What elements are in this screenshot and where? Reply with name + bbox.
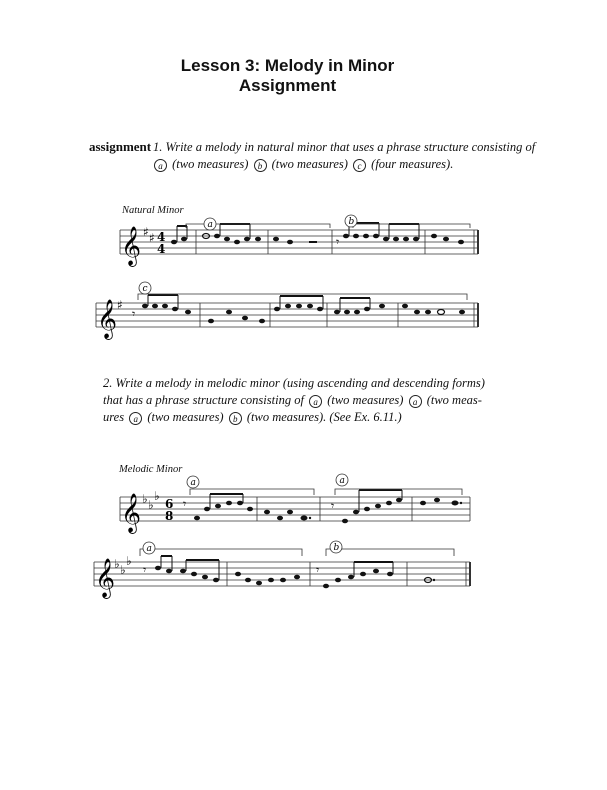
notes-staff-4	[155, 556, 435, 588]
question-1-line-1: 1. Write a melody in natural minor that uses a phrase structure consisting of	[153, 140, 536, 154]
rest-icon: 𝄾	[183, 497, 187, 511]
treble-clef-icon: 𝄞	[97, 299, 118, 339]
sharp-icon: ♯	[117, 298, 123, 312]
treble-clef-icon: 𝄞	[95, 558, 116, 598]
rest-icon: 𝄾	[143, 563, 147, 577]
phrase-circle-b: b	[229, 412, 242, 425]
q1-text-four-measures: (four measures).	[371, 157, 454, 171]
melodic-minor-label: Melodic Minor	[119, 464, 183, 475]
page-subtitle: Assignment	[238, 76, 337, 95]
phrase-label-b: b	[333, 543, 340, 553]
phrase-label-a: a	[146, 544, 152, 554]
rest-icon: 𝄾	[336, 235, 340, 249]
q2-text-see-example: (two measures). (See Ex. 6.11.)	[246, 410, 402, 424]
q2-text-ures: ures	[103, 410, 125, 424]
page-title: Lesson 3: Melody in Minor	[180, 56, 395, 75]
treble-clef-icon: 𝄞	[121, 226, 142, 266]
time-signature-top: 6	[165, 497, 174, 511]
question-2-line-1: 2. Write a melody in melodic minor (using ascending and descending forms)	[103, 376, 485, 390]
phrase-label-a: a	[190, 478, 196, 488]
treble-clef-icon: 𝄞	[121, 493, 142, 533]
flat-icon: ♭	[148, 498, 154, 512]
flat-icon: ♭	[126, 554, 132, 568]
flat-icon: ♭	[142, 492, 148, 506]
rest-icon: 𝄾	[331, 499, 335, 513]
assignment-label: assignment	[89, 139, 152, 154]
sharp-icon: ♯	[143, 225, 149, 239]
q2-text-two-measures-2: (two measures)	[147, 410, 224, 424]
phrase-circle-a: a	[409, 395, 422, 408]
natural-minor-label: Natural Minor	[122, 205, 184, 216]
time-signature-bottom: 4	[157, 242, 166, 256]
sharp-icon: ♯	[149, 231, 155, 245]
phrase-label-a: a	[339, 476, 345, 486]
phrase-circle-c: c	[353, 159, 366, 172]
rest-icon: 𝄾	[132, 307, 136, 321]
time-signature-top: 4	[157, 230, 166, 244]
phrase-circle-a: a	[309, 395, 322, 408]
staff-4	[94, 562, 470, 586]
q1-text-two-measures-2: (two measures)	[271, 157, 348, 171]
phrase-label-c: c	[142, 284, 148, 294]
q2-text-two-measures-1: (two measures)	[327, 393, 404, 407]
q2-text-phrase-structure: that has a phrase structure consisting of	[103, 393, 304, 407]
flat-icon: ♭	[154, 489, 160, 503]
notes-staff-3	[194, 490, 462, 523]
q2-text-two-meas: (two meas-	[426, 393, 482, 407]
rest-icon: 𝄾	[316, 563, 320, 577]
phrase-circle-a: a	[129, 412, 142, 425]
flat-icon: ♭	[120, 563, 126, 577]
time-signature-bottom: 8	[165, 509, 174, 523]
phrase-circle-b: b	[254, 159, 267, 172]
phrase-brackets-staff-4	[140, 549, 454, 556]
phrase-circle-a: a	[154, 159, 167, 172]
flat-icon: ♭	[114, 557, 120, 571]
phrase-label-a: a	[207, 220, 213, 230]
q1-text-two-measures-1: (two measures)	[172, 157, 249, 171]
phrase-label-b: b	[348, 217, 355, 227]
